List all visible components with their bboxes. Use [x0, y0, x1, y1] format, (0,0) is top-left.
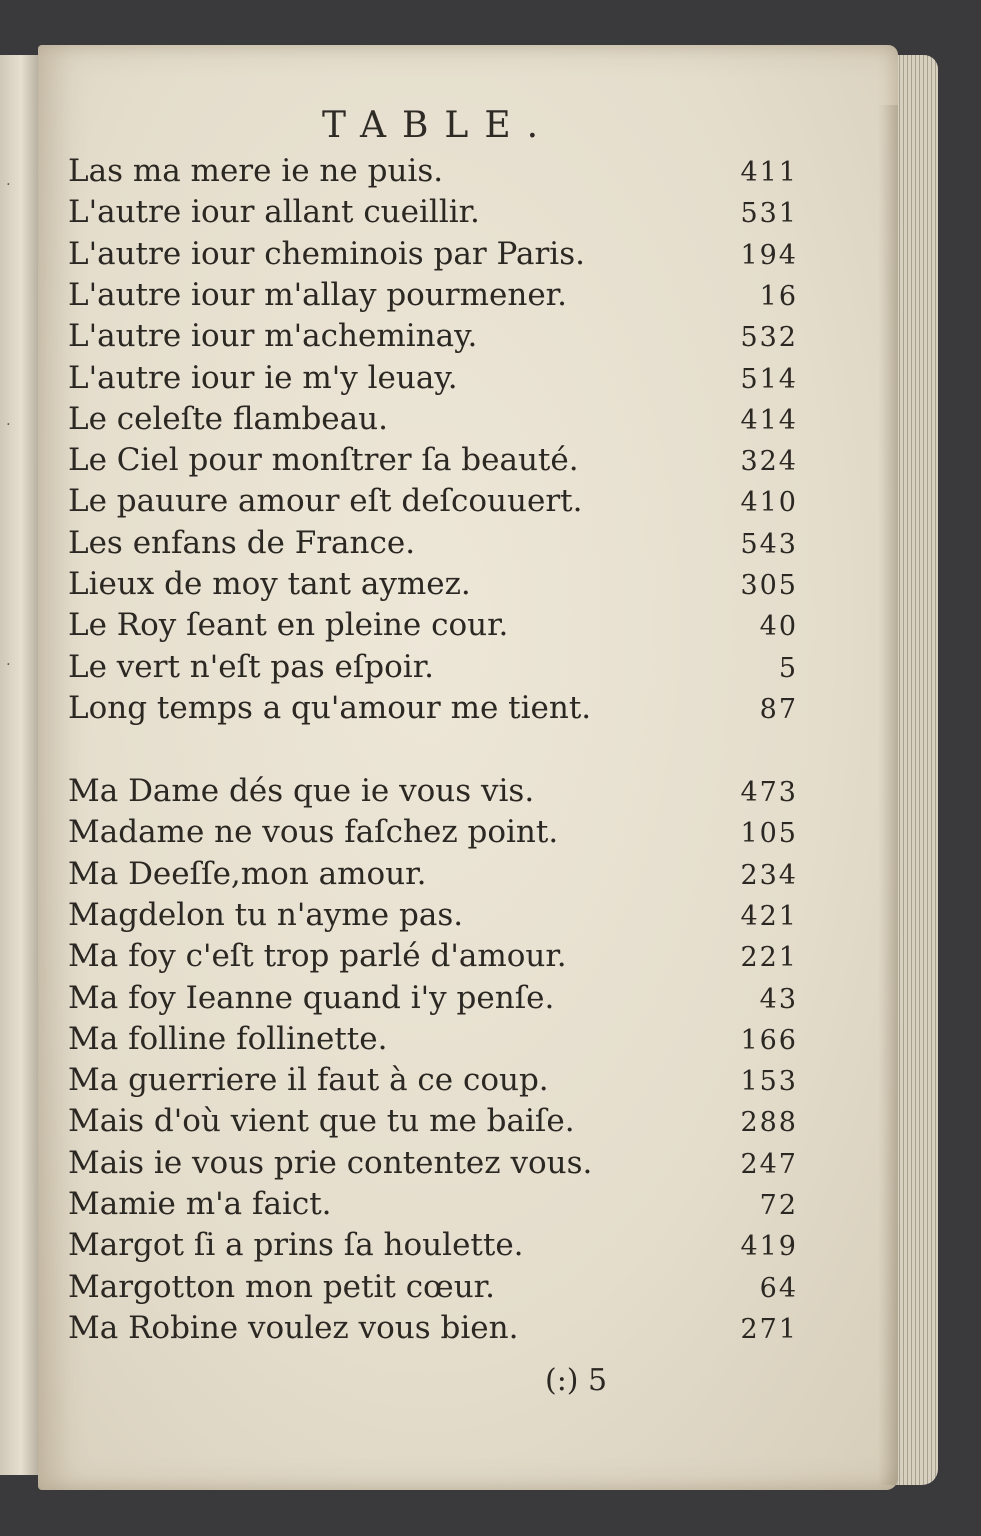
- index-entry: [68, 1186, 798, 1230]
- index-entry: [68, 525, 798, 569]
- entry-title: Mais d'où vient que tu me baiſe.: [68, 1103, 575, 1140]
- index-entry: [68, 442, 798, 486]
- index-entry: [68, 153, 798, 197]
- entry-page-number: 221: [740, 942, 798, 974]
- entry-title: Ma Deeſſe,mon amour.: [68, 855, 427, 892]
- entry-title: Ma foy c'eſt trop parlé d'amour.: [68, 938, 567, 975]
- entry-page-number: 72: [759, 1190, 798, 1221]
- signature-mark: (:) 5: [545, 1363, 608, 1398]
- entry-title: Margot ſi a prins ſa houlette.: [68, 1227, 524, 1264]
- entry-page-number: 153: [740, 1066, 798, 1098]
- index-entry: [68, 773, 798, 817]
- entry-title: Ma foy Ieanne quand i'y penſe.: [68, 979, 555, 1016]
- entry-page-number: 324: [740, 446, 798, 478]
- entry-page-number: 531: [740, 198, 798, 230]
- book-page: [38, 45, 898, 1490]
- entry-page-number: 16: [759, 280, 798, 312]
- entry-title: Ma Robine voulez vous bien.: [68, 1309, 519, 1346]
- entry-page-number: 532: [740, 322, 798, 354]
- entry-page-number: 105: [740, 818, 798, 850]
- entry-page-number: 5: [778, 652, 798, 684]
- entry-title: L'autre iour allant cueillir.: [68, 194, 480, 231]
- index-entry: [68, 1310, 798, 1354]
- index-entry: [68, 1227, 798, 1271]
- entry-page-number: 419: [740, 1231, 798, 1263]
- entry-page-number: 543: [740, 528, 798, 560]
- page-title: TABLE.: [321, 105, 555, 146]
- bleed-mark: ·: [6, 175, 11, 193]
- entry-page-number: 414: [740, 404, 798, 436]
- entry-page-number: 410: [740, 487, 798, 519]
- entry-page-number: 411: [740, 157, 798, 188]
- index-entry: [68, 690, 798, 734]
- index-entry: [68, 1021, 798, 1065]
- bleed-mark: ·: [6, 655, 11, 673]
- entry-page-number: 166: [740, 1024, 798, 1056]
- index-entry: [68, 277, 798, 321]
- index-entry: [68, 566, 798, 610]
- entry-title: Ma folline follinette.: [68, 1020, 388, 1057]
- entry-page-number: 271: [740, 1313, 798, 1345]
- previous-page-edge: [0, 55, 40, 1475]
- entry-page-number: 288: [740, 1107, 798, 1139]
- index-entry: [68, 649, 798, 693]
- entry-page-number: 514: [740, 363, 798, 395]
- entry-title: L'autre iour ie m'y leuay.: [68, 359, 458, 396]
- index-entry: [68, 194, 798, 238]
- entry-title: Le Roy ſeant en pleine cour.: [68, 607, 509, 644]
- index-entry: [68, 856, 798, 900]
- index-entry: [68, 980, 798, 1024]
- index-entry: [68, 814, 798, 858]
- entry-title: Mais ie vous prie contentez vous.: [68, 1144, 593, 1181]
- entry-title: Magdelon tu n'ayme pas.: [68, 896, 464, 933]
- index-entry: [68, 236, 798, 280]
- bleed-mark: ·: [6, 415, 11, 433]
- index-entry: [68, 401, 798, 445]
- entry-page-number: 64: [759, 1272, 798, 1304]
- entry-page-number: 194: [740, 239, 798, 271]
- index-entry: [68, 1269, 798, 1313]
- index-entry: [68, 607, 798, 651]
- index-entry: [68, 938, 798, 982]
- index-entry: [68, 897, 798, 941]
- entry-title: Mamie m'a faict.: [68, 1186, 332, 1222]
- entry-title: Long temps a qu'amour me tient.: [68, 689, 592, 726]
- entry-title: Ma Dame dés que ie vous vis.: [68, 773, 535, 809]
- index-entry: [68, 483, 798, 527]
- entry-title: Le pauure amour eſt deſcouuert.: [68, 483, 583, 520]
- entry-page-number: 305: [740, 570, 798, 601]
- entry-title: L'autre iour cheminois par Paris.: [68, 235, 585, 272]
- entry-page-number: 40: [759, 611, 798, 643]
- entry-title: Le celeſte flambeau.: [68, 400, 388, 437]
- page-shadow: [878, 105, 898, 1485]
- index-entry: [68, 1062, 798, 1106]
- entry-page-number: 247: [740, 1148, 798, 1180]
- entry-page-number: 473: [740, 777, 798, 808]
- entry-title: L'autre iour m'allay pourmener.: [68, 276, 567, 313]
- entry-title: Le Ciel pour monſtrer ſa beauté.: [68, 442, 579, 479]
- index-entry: [68, 1145, 798, 1189]
- index-entry: [68, 318, 798, 362]
- entry-page-number: 43: [759, 983, 798, 1015]
- index-entry: [68, 1103, 798, 1147]
- entry-page-number: 87: [759, 693, 798, 725]
- entry-title: Les enfans de France.: [68, 524, 416, 561]
- entry-title: Madame ne vous faſchez point.: [68, 814, 559, 851]
- index-entry: [68, 360, 798, 404]
- entry-title: Ma guerriere il faut à ce coup.: [68, 1062, 549, 1099]
- entry-page-number: 421: [740, 900, 798, 932]
- entry-page-number: 234: [740, 859, 798, 891]
- entry-title: Lieux de moy tant aymez.: [68, 566, 471, 602]
- entry-title: Le vert n'eſt pas eſpoir.: [68, 648, 434, 685]
- entry-title: Margotton mon petit cœur.: [68, 1268, 495, 1305]
- entry-title: Las ma mere ie ne puis.: [68, 153, 444, 189]
- entry-title: L'autre iour m'acheminay.: [68, 318, 478, 355]
